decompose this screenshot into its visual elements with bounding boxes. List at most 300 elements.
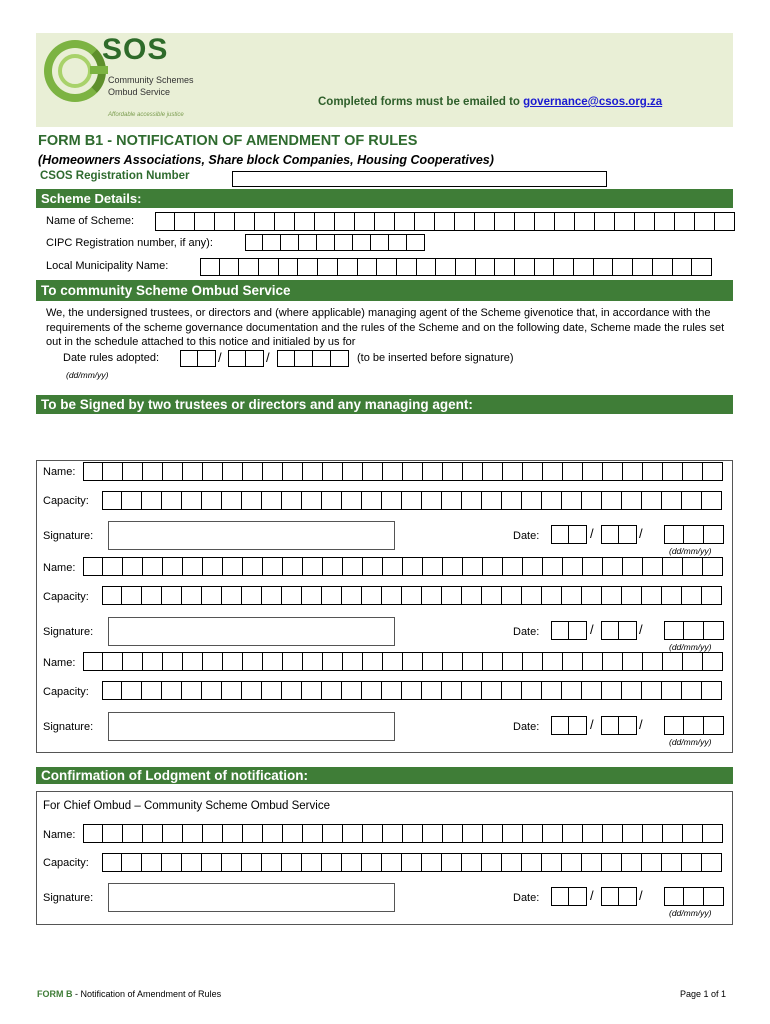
input-cell[interactable] — [704, 887, 724, 906]
input-cell[interactable] — [223, 652, 243, 671]
input-cell[interactable] — [403, 652, 423, 671]
input-cell[interactable] — [542, 586, 562, 605]
input-cell[interactable] — [318, 258, 338, 276]
input-cell[interactable] — [563, 824, 583, 843]
input-cell[interactable] — [122, 681, 142, 700]
input-cell[interactable] — [562, 853, 582, 872]
signatory-2-name-input[interactable] — [83, 557, 723, 576]
input-cell[interactable] — [263, 234, 281, 251]
signatory-3-date-day[interactable] — [551, 716, 587, 735]
input-cell[interactable] — [323, 824, 343, 843]
input-cell[interactable] — [463, 557, 483, 576]
input-cell[interactable] — [222, 681, 242, 700]
input-cell[interactable] — [603, 652, 623, 671]
input-cell[interactable] — [355, 212, 375, 231]
input-cell[interactable] — [422, 491, 442, 510]
input-cell[interactable] — [601, 525, 619, 544]
input-cell[interactable] — [442, 491, 462, 510]
input-cell[interactable] — [703, 652, 723, 671]
input-cell[interactable] — [463, 652, 483, 671]
input-cell[interactable] — [220, 258, 240, 276]
input-cell[interactable] — [583, 557, 603, 576]
input-cell[interactable] — [535, 212, 555, 231]
input-cell[interactable] — [342, 681, 362, 700]
input-cell[interactable] — [382, 491, 402, 510]
input-cell[interactable] — [662, 491, 682, 510]
date-adopted-day[interactable] — [180, 350, 216, 367]
input-cell[interactable] — [235, 212, 255, 231]
input-cell[interactable] — [402, 681, 422, 700]
input-cell[interactable] — [702, 681, 722, 700]
input-cell[interactable] — [123, 824, 143, 843]
signatory-3-capacity-input[interactable] — [102, 681, 722, 700]
input-cell[interactable] — [382, 853, 402, 872]
input-cell[interactable] — [482, 491, 502, 510]
input-cell[interactable] — [263, 652, 283, 671]
input-cell[interactable] — [343, 652, 363, 671]
signatory-2-date-month[interactable] — [601, 621, 637, 640]
input-cell[interactable] — [664, 716, 684, 735]
input-cell[interactable] — [183, 824, 203, 843]
input-cell[interactable] — [594, 258, 614, 276]
input-cell[interactable] — [551, 525, 569, 544]
input-cell[interactable] — [435, 212, 455, 231]
input-cell[interactable] — [282, 853, 302, 872]
input-cell[interactable] — [551, 716, 569, 735]
input-cell[interactable] — [331, 350, 349, 367]
input-cell[interactable] — [619, 887, 637, 906]
input-cell[interactable] — [102, 491, 122, 510]
input-cell[interactable] — [362, 853, 382, 872]
input-cell[interactable] — [222, 853, 242, 872]
input-cell[interactable] — [123, 557, 143, 576]
input-cell[interactable] — [202, 491, 222, 510]
signatory-1-name-input[interactable] — [83, 462, 723, 481]
input-cell[interactable] — [299, 234, 317, 251]
input-cell[interactable] — [295, 212, 315, 231]
input-cell[interactable] — [83, 462, 103, 481]
input-cell[interactable] — [463, 462, 483, 481]
input-cell[interactable] — [569, 621, 587, 640]
input-cell[interactable] — [522, 681, 542, 700]
input-cell[interactable] — [362, 586, 382, 605]
input-cell[interactable] — [703, 824, 723, 843]
input-cell[interactable] — [643, 824, 663, 843]
input-cell[interactable] — [622, 491, 642, 510]
signatory-3-date-year[interactable] — [664, 716, 724, 735]
input-cell[interactable] — [242, 586, 262, 605]
input-cell[interactable] — [682, 491, 702, 510]
input-cell[interactable] — [683, 824, 703, 843]
input-cell[interactable] — [682, 853, 702, 872]
input-cell[interactable] — [684, 525, 704, 544]
input-cell[interactable] — [502, 853, 522, 872]
input-cell[interactable] — [102, 853, 122, 872]
input-cell[interactable] — [123, 462, 143, 481]
input-cell[interactable] — [243, 462, 263, 481]
input-cell[interactable] — [283, 824, 303, 843]
input-cell[interactable] — [363, 557, 383, 576]
input-cell[interactable] — [322, 491, 342, 510]
input-cell[interactable] — [623, 652, 643, 671]
input-cell[interactable] — [142, 491, 162, 510]
date-adopted-month[interactable] — [228, 350, 264, 367]
input-cell[interactable] — [402, 586, 422, 605]
input-cell[interactable] — [243, 557, 263, 576]
input-cell[interactable] — [664, 887, 684, 906]
input-cell[interactable] — [303, 824, 323, 843]
input-cell[interactable] — [643, 462, 663, 481]
input-cell[interactable] — [103, 824, 123, 843]
input-cell[interactable] — [102, 586, 122, 605]
input-cell[interactable] — [143, 462, 163, 481]
input-cell[interactable] — [482, 853, 502, 872]
input-cell[interactable] — [223, 557, 243, 576]
input-cell[interactable] — [483, 652, 503, 671]
input-cell[interactable] — [303, 557, 323, 576]
input-cell[interactable] — [402, 491, 422, 510]
input-cell[interactable] — [642, 853, 662, 872]
signatory-2-capacity-input[interactable] — [102, 586, 722, 605]
input-cell[interactable] — [255, 212, 275, 231]
input-cell[interactable] — [377, 258, 397, 276]
signatory-3-name-input[interactable] — [83, 652, 723, 671]
input-cell[interactable] — [222, 586, 242, 605]
input-cell[interactable] — [683, 462, 703, 481]
input-cell[interactable] — [582, 586, 602, 605]
input-cell[interactable] — [322, 681, 342, 700]
input-cell[interactable] — [503, 652, 523, 671]
input-cell[interactable] — [223, 824, 243, 843]
input-cell[interactable] — [483, 824, 503, 843]
input-cell[interactable] — [462, 491, 482, 510]
input-cell[interactable] — [143, 824, 163, 843]
input-cell[interactable] — [83, 557, 103, 576]
input-cell[interactable] — [642, 681, 662, 700]
input-cell[interactable] — [302, 491, 322, 510]
municipality-input[interactable] — [200, 258, 712, 276]
input-cell[interactable] — [574, 258, 594, 276]
input-cell[interactable] — [383, 462, 403, 481]
input-cell[interactable] — [262, 853, 282, 872]
input-cell[interactable] — [203, 652, 223, 671]
input-cell[interactable] — [483, 557, 503, 576]
input-cell[interactable] — [502, 586, 522, 605]
input-cell[interactable] — [684, 621, 704, 640]
input-cell[interactable] — [623, 462, 643, 481]
input-cell[interactable] — [443, 557, 463, 576]
input-cell[interactable] — [403, 824, 423, 843]
input-cell[interactable] — [622, 853, 642, 872]
input-cell[interactable] — [515, 258, 535, 276]
input-cell[interactable] — [663, 652, 683, 671]
input-cell[interactable] — [643, 557, 663, 576]
signatory-3-date-month[interactable] — [601, 716, 637, 735]
input-cell[interactable] — [582, 491, 602, 510]
input-cell[interactable] — [203, 462, 223, 481]
input-cell[interactable] — [603, 462, 623, 481]
input-cell[interactable] — [684, 716, 704, 735]
input-cell[interactable] — [182, 681, 202, 700]
input-cell[interactable] — [203, 824, 223, 843]
input-cell[interactable] — [643, 652, 663, 671]
input-cell[interactable] — [302, 853, 322, 872]
input-cell[interactable] — [298, 258, 318, 276]
input-cell[interactable] — [243, 652, 263, 671]
input-cell[interactable] — [183, 462, 203, 481]
input-cell[interactable] — [122, 491, 142, 510]
input-cell[interactable] — [443, 824, 463, 843]
input-cell[interactable] — [543, 824, 563, 843]
input-cell[interactable] — [222, 491, 242, 510]
input-cell[interactable] — [704, 716, 724, 735]
input-cell[interactable] — [375, 212, 395, 231]
input-cell[interactable] — [395, 212, 415, 231]
signatory-2-date-day[interactable] — [551, 621, 587, 640]
input-cell[interactable] — [335, 212, 355, 231]
input-cell[interactable] — [423, 824, 443, 843]
input-cell[interactable] — [583, 462, 603, 481]
input-cell[interactable] — [362, 681, 382, 700]
input-cell[interactable] — [263, 824, 283, 843]
input-cell[interactable] — [543, 652, 563, 671]
input-cell[interactable] — [202, 586, 222, 605]
signatory-1-signature-box[interactable] — [108, 521, 395, 550]
input-cell[interactable] — [456, 258, 476, 276]
input-cell[interactable] — [622, 681, 642, 700]
input-cell[interactable] — [175, 212, 195, 231]
input-cell[interactable] — [703, 557, 723, 576]
input-cell[interactable] — [522, 853, 542, 872]
input-cell[interactable] — [223, 462, 243, 481]
input-cell[interactable] — [522, 586, 542, 605]
input-cell[interactable] — [383, 824, 403, 843]
input-cell[interactable] — [282, 586, 302, 605]
input-cell[interactable] — [263, 462, 283, 481]
ombud-date-day[interactable] — [551, 887, 587, 906]
input-cell[interactable] — [180, 350, 198, 367]
input-cell[interactable] — [595, 212, 615, 231]
input-cell[interactable] — [523, 462, 543, 481]
input-cell[interactable] — [295, 350, 313, 367]
input-cell[interactable] — [562, 586, 582, 605]
input-cell[interactable] — [162, 853, 182, 872]
input-cell[interactable] — [551, 887, 569, 906]
input-cell[interactable] — [283, 652, 303, 671]
input-cell[interactable] — [342, 853, 362, 872]
input-cell[interactable] — [182, 586, 202, 605]
input-cell[interactable] — [422, 586, 442, 605]
ombud-date-month[interactable] — [601, 887, 637, 906]
input-cell[interactable] — [162, 586, 182, 605]
input-cell[interactable] — [143, 652, 163, 671]
cipc-input[interactable] — [245, 234, 425, 251]
date-adopted-year[interactable] — [277, 350, 349, 367]
input-cell[interactable] — [703, 462, 723, 481]
input-cell[interactable] — [142, 681, 162, 700]
input-cell[interactable] — [282, 681, 302, 700]
input-cell[interactable] — [543, 462, 563, 481]
signatory-2-date-year[interactable] — [664, 621, 724, 640]
input-cell[interactable] — [603, 557, 623, 576]
input-cell[interactable] — [442, 853, 462, 872]
input-cell[interactable] — [281, 234, 299, 251]
input-cell[interactable] — [215, 212, 235, 231]
input-cell[interactable] — [715, 212, 735, 231]
signatory-1-date-year[interactable] — [664, 525, 724, 544]
input-cell[interactable] — [83, 824, 103, 843]
input-cell[interactable] — [163, 462, 183, 481]
input-cell[interactable] — [313, 350, 331, 367]
input-cell[interactable] — [662, 586, 682, 605]
input-cell[interactable] — [362, 491, 382, 510]
input-cell[interactable] — [282, 491, 302, 510]
input-cell[interactable] — [633, 258, 653, 276]
input-cell[interactable] — [245, 234, 263, 251]
input-cell[interactable] — [317, 234, 335, 251]
input-cell[interactable] — [302, 586, 322, 605]
input-cell[interactable] — [522, 491, 542, 510]
input-cell[interactable] — [615, 212, 635, 231]
input-cell[interactable] — [642, 491, 662, 510]
input-cell[interactable] — [283, 462, 303, 481]
input-cell[interactable] — [242, 853, 262, 872]
input-cell[interactable] — [601, 887, 619, 906]
input-cell[interactable] — [663, 557, 683, 576]
ombud-capacity-input[interactable] — [102, 853, 722, 872]
input-cell[interactable] — [702, 491, 722, 510]
input-cell[interactable] — [463, 824, 483, 843]
input-cell[interactable] — [702, 586, 722, 605]
input-cell[interactable] — [502, 681, 522, 700]
input-cell[interactable] — [323, 462, 343, 481]
input-cell[interactable] — [343, 462, 363, 481]
signatory-1-date-month[interactable] — [601, 525, 637, 544]
input-cell[interactable] — [662, 681, 682, 700]
input-cell[interactable] — [692, 258, 712, 276]
input-cell[interactable] — [122, 586, 142, 605]
input-cell[interactable] — [551, 621, 569, 640]
input-cell[interactable] — [603, 824, 623, 843]
input-cell[interactable] — [163, 652, 183, 671]
input-cell[interactable] — [383, 557, 403, 576]
input-cell[interactable] — [619, 621, 637, 640]
input-cell[interactable] — [353, 234, 371, 251]
input-cell[interactable] — [622, 586, 642, 605]
input-cell[interactable] — [613, 258, 633, 276]
input-cell[interactable] — [682, 586, 702, 605]
signatory-2-signature-box[interactable] — [108, 617, 395, 646]
input-cell[interactable] — [563, 462, 583, 481]
input-cell[interactable] — [183, 652, 203, 671]
input-cell[interactable] — [443, 462, 463, 481]
input-cell[interactable] — [123, 652, 143, 671]
input-cell[interactable] — [684, 887, 704, 906]
input-cell[interactable] — [623, 557, 643, 576]
input-cell[interactable] — [422, 681, 442, 700]
input-cell[interactable] — [363, 652, 383, 671]
input-cell[interactable] — [358, 258, 378, 276]
input-cell[interactable] — [655, 212, 675, 231]
input-cell[interactable] — [583, 652, 603, 671]
input-cell[interactable] — [303, 462, 323, 481]
input-cell[interactable] — [619, 716, 637, 735]
registration-number-input[interactable] — [232, 171, 607, 187]
input-cell[interactable] — [182, 853, 202, 872]
input-cell[interactable] — [442, 681, 462, 700]
input-cell[interactable] — [155, 212, 175, 231]
input-cell[interactable] — [343, 824, 363, 843]
email-link[interactable]: governance@csos.org.za — [523, 96, 663, 108]
input-cell[interactable] — [662, 853, 682, 872]
input-cell[interactable] — [228, 350, 246, 367]
input-cell[interactable] — [601, 716, 619, 735]
input-cell[interactable] — [623, 824, 643, 843]
input-cell[interactable] — [683, 557, 703, 576]
input-cell[interactable] — [122, 853, 142, 872]
input-cell[interactable] — [103, 652, 123, 671]
input-cell[interactable] — [200, 258, 220, 276]
input-cell[interactable] — [323, 652, 343, 671]
input-cell[interactable] — [183, 557, 203, 576]
input-cell[interactable] — [704, 621, 724, 640]
input-cell[interactable] — [195, 212, 215, 231]
input-cell[interactable] — [635, 212, 655, 231]
input-cell[interactable] — [342, 491, 362, 510]
input-cell[interactable] — [542, 491, 562, 510]
input-cell[interactable] — [243, 824, 263, 843]
input-cell[interactable] — [407, 234, 425, 251]
input-cell[interactable] — [602, 681, 622, 700]
input-cell[interactable] — [704, 525, 724, 544]
input-cell[interactable] — [436, 258, 456, 276]
input-cell[interactable] — [569, 525, 587, 544]
input-cell[interactable] — [535, 258, 555, 276]
input-cell[interactable] — [502, 491, 522, 510]
input-cell[interactable] — [322, 586, 342, 605]
input-cell[interactable] — [403, 557, 423, 576]
input-cell[interactable] — [246, 350, 264, 367]
input-cell[interactable] — [562, 491, 582, 510]
input-cell[interactable] — [602, 586, 622, 605]
input-cell[interactable] — [503, 824, 523, 843]
input-cell[interactable] — [569, 716, 587, 735]
input-cell[interactable] — [483, 462, 503, 481]
input-cell[interactable] — [259, 258, 279, 276]
input-cell[interactable] — [83, 652, 103, 671]
input-cell[interactable] — [423, 557, 443, 576]
input-cell[interactable] — [382, 586, 402, 605]
input-cell[interactable] — [683, 652, 703, 671]
input-cell[interactable] — [523, 824, 543, 843]
input-cell[interactable] — [322, 853, 342, 872]
input-cell[interactable] — [397, 258, 417, 276]
input-cell[interactable] — [202, 853, 222, 872]
input-cell[interactable] — [663, 824, 683, 843]
input-cell[interactable] — [482, 586, 502, 605]
ombud-name-input[interactable] — [83, 824, 723, 843]
input-cell[interactable] — [476, 258, 496, 276]
input-cell[interactable] — [619, 525, 637, 544]
input-cell[interactable] — [142, 853, 162, 872]
input-cell[interactable] — [262, 491, 282, 510]
input-cell[interactable] — [303, 652, 323, 671]
input-cell[interactable] — [423, 652, 443, 671]
input-cell[interactable] — [495, 212, 515, 231]
input-cell[interactable] — [542, 681, 562, 700]
input-cell[interactable] — [663, 462, 683, 481]
input-cell[interactable] — [462, 586, 482, 605]
